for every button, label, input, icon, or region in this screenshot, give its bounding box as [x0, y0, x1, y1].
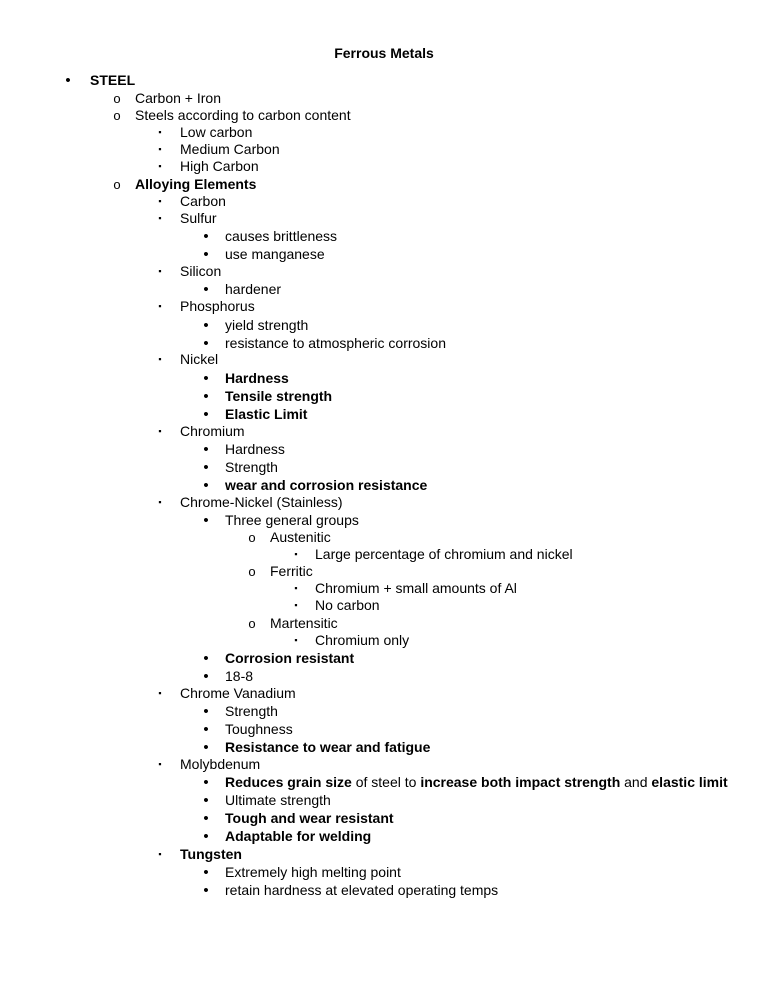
disc-bullet-icon: • — [203, 828, 209, 845]
list-item-text: Nickel — [180, 351, 219, 367]
list-item — [180, 124, 252, 141]
disc-bullet-icon: • — [203, 739, 209, 756]
disc-bullet-icon: • — [203, 792, 209, 809]
list-item-text: Phosphorus — [180, 298, 255, 314]
list-item — [225, 721, 293, 738]
list-item — [180, 141, 280, 158]
square-bullet-icon: ▪ — [158, 497, 162, 507]
list-item-text: 18-8 — [225, 668, 254, 684]
disc-bullet-icon: • — [203, 246, 209, 263]
disc-bullet-icon: • — [203, 668, 209, 685]
list-item — [225, 406, 307, 423]
square-bullet-icon: ▪ — [158, 301, 162, 311]
list-item-text: retain hardness at elevated operating temps — [225, 882, 499, 898]
disc-bullet-icon: • — [203, 721, 209, 738]
list-item — [180, 193, 226, 210]
list-item-text: resistance to atmospheric corrosion — [225, 335, 446, 351]
list-item-text: Corrosion resistant — [225, 650, 355, 666]
list-item — [315, 597, 380, 614]
list-item-text: Molybdenum — [180, 756, 261, 772]
list-item — [225, 792, 331, 809]
list-item-text: Carbon + Iron — [135, 90, 221, 106]
list-item-text: Low carbon — [180, 124, 253, 140]
disc-bullet-icon: • — [203, 317, 209, 334]
circle-bullet-icon: o — [113, 91, 121, 106]
disc-bullet-icon: • — [203, 650, 209, 667]
list-item — [225, 441, 285, 458]
list-item-text: elastic limit — [651, 774, 728, 790]
list-item-text: Strength — [225, 459, 278, 475]
list-item — [180, 351, 218, 368]
list-item-text: Tensile strength — [225, 388, 333, 404]
square-bullet-icon: ▪ — [294, 549, 298, 559]
disc-bullet-icon: • — [203, 882, 209, 899]
disc-bullet-icon: • — [203, 477, 209, 494]
disc-bullet-icon: • — [203, 370, 209, 387]
circle-bullet-icon: o — [113, 177, 121, 192]
list-item-text: Martensitic — [270, 615, 338, 631]
list-item-text: hardener — [225, 281, 282, 297]
list-item-text: Medium Carbon — [180, 141, 280, 157]
square-bullet-icon: ▪ — [158, 196, 162, 206]
list-item — [225, 810, 394, 827]
list-item — [90, 72, 135, 89]
square-bullet-icon: ▪ — [294, 635, 298, 645]
square-bullet-icon: ▪ — [158, 354, 162, 364]
list-item — [225, 388, 332, 405]
list-item — [180, 756, 260, 773]
list-item-text: Strength — [225, 703, 278, 719]
list-item-text: Extremely high melting point — [225, 864, 401, 880]
square-bullet-icon: ▪ — [158, 213, 162, 223]
list-item — [180, 685, 296, 702]
list-item — [270, 529, 331, 546]
list-item-text: Silicon — [180, 263, 222, 279]
disc-bullet-icon: • — [203, 406, 209, 423]
list-item-text: Hardness — [225, 370, 289, 386]
square-bullet-icon: ▪ — [158, 849, 162, 859]
list-item — [315, 632, 409, 649]
list-item-text: Sulfur — [180, 210, 217, 226]
list-item-text: Steels according to carbon content — [135, 107, 351, 123]
disc-bullet-icon: • — [203, 703, 209, 720]
list-item-text: and — [620, 774, 652, 790]
list-item — [270, 563, 313, 580]
list-item-text: Toughness — [225, 721, 293, 737]
square-bullet-icon: ▪ — [158, 161, 162, 171]
list-item — [225, 459, 278, 476]
list-item-text: Ultimate strength — [225, 792, 331, 808]
list-item — [180, 846, 242, 863]
list-item-text: High Carbon — [180, 158, 259, 174]
list-item — [180, 423, 245, 440]
circle-bullet-icon: o — [248, 616, 256, 631]
list-item-text: Elastic Limit — [225, 406, 308, 422]
list-item-text: Austenitic — [270, 529, 331, 545]
list-item — [180, 210, 217, 227]
disc-bullet-icon: • — [203, 459, 209, 476]
square-bullet-icon: ▪ — [294, 600, 298, 610]
list-item — [225, 228, 337, 245]
list-item — [180, 494, 343, 511]
list-item — [225, 739, 430, 756]
disc-bullet-icon: • — [65, 72, 71, 89]
list-item — [180, 298, 255, 315]
list-item — [225, 512, 359, 529]
square-bullet-icon: ▪ — [158, 127, 162, 137]
disc-bullet-icon: • — [203, 388, 209, 405]
list-item — [135, 90, 221, 107]
circle-bullet-icon: o — [248, 564, 256, 579]
list-item-text: Hardness — [225, 441, 285, 457]
list-item-text: use manganese — [225, 246, 325, 262]
list-item — [315, 546, 573, 563]
list-item-text: Alloying Elements — [135, 176, 257, 192]
list-item — [225, 246, 325, 263]
list-item-text: STEEL — [90, 72, 136, 88]
list-item — [225, 370, 289, 387]
list-item-text: wear and corrosion resistance — [225, 477, 428, 493]
list-item — [225, 882, 498, 899]
list-item — [225, 864, 401, 881]
list-item — [180, 158, 259, 175]
disc-bullet-icon: • — [203, 774, 209, 791]
list-item-text: Resistance to wear and fatigue — [225, 739, 431, 755]
list-item — [225, 668, 253, 685]
disc-bullet-icon: • — [203, 335, 209, 352]
disc-bullet-icon: • — [203, 441, 209, 458]
list-item-text: Three general groups — [225, 512, 359, 528]
disc-bullet-icon: • — [203, 228, 209, 245]
list-item-text: Chromium only — [315, 632, 410, 648]
list-item — [225, 477, 427, 494]
disc-bullet-icon: • — [203, 810, 209, 827]
list-item-text: Carbon — [180, 193, 226, 209]
square-bullet-icon: ▪ — [294, 583, 298, 593]
list-item-text: Tough and wear resistant — [225, 810, 394, 826]
square-bullet-icon: ▪ — [158, 688, 162, 698]
list-item-text: Chromium — [180, 423, 245, 439]
list-item-text: increase both impact strength — [420, 774, 621, 790]
square-bullet-icon: ▪ — [158, 426, 162, 436]
list-item — [225, 317, 308, 334]
list-item — [225, 281, 281, 298]
list-item-text: Large percentage of chromium and nickel — [315, 546, 573, 562]
list-item-text: No carbon — [315, 597, 380, 613]
square-bullet-icon: ▪ — [158, 759, 162, 769]
list-item — [135, 107, 351, 124]
list-item-text: Ferritic — [270, 563, 313, 579]
list-item — [225, 828, 371, 845]
circle-bullet-icon: o — [113, 108, 121, 123]
list-item-text: Chrome Vanadium — [180, 685, 296, 701]
list-item-text: yield strength — [225, 317, 309, 333]
disc-bullet-icon: • — [203, 864, 209, 881]
list-item — [180, 263, 221, 280]
list-item-text: Tungsten — [180, 846, 242, 862]
list-item-text: Chromium + small amounts of Al — [315, 580, 517, 596]
list-item — [315, 580, 517, 597]
list-item-text: Reduces grain size — [225, 774, 352, 790]
list-item-text: causes brittleness — [225, 228, 338, 244]
list-item-text: Chrome-Nickel (Stainless) — [180, 494, 343, 510]
page-title: Ferrous Metals — [334, 45, 434, 61]
list-item — [225, 703, 278, 720]
disc-bullet-icon: • — [203, 281, 209, 298]
list-item — [270, 615, 338, 632]
list-item-text: of steel to — [351, 774, 421, 790]
list-item — [135, 176, 256, 193]
square-bullet-icon: ▪ — [158, 144, 162, 154]
circle-bullet-icon: o — [248, 530, 256, 545]
square-bullet-icon: ▪ — [158, 266, 162, 276]
disc-bullet-icon: • — [203, 512, 209, 529]
list-item — [225, 650, 354, 667]
list-item — [225, 774, 728, 791]
list-item-text: Adaptable for welding — [225, 828, 372, 844]
list-item — [225, 335, 446, 352]
